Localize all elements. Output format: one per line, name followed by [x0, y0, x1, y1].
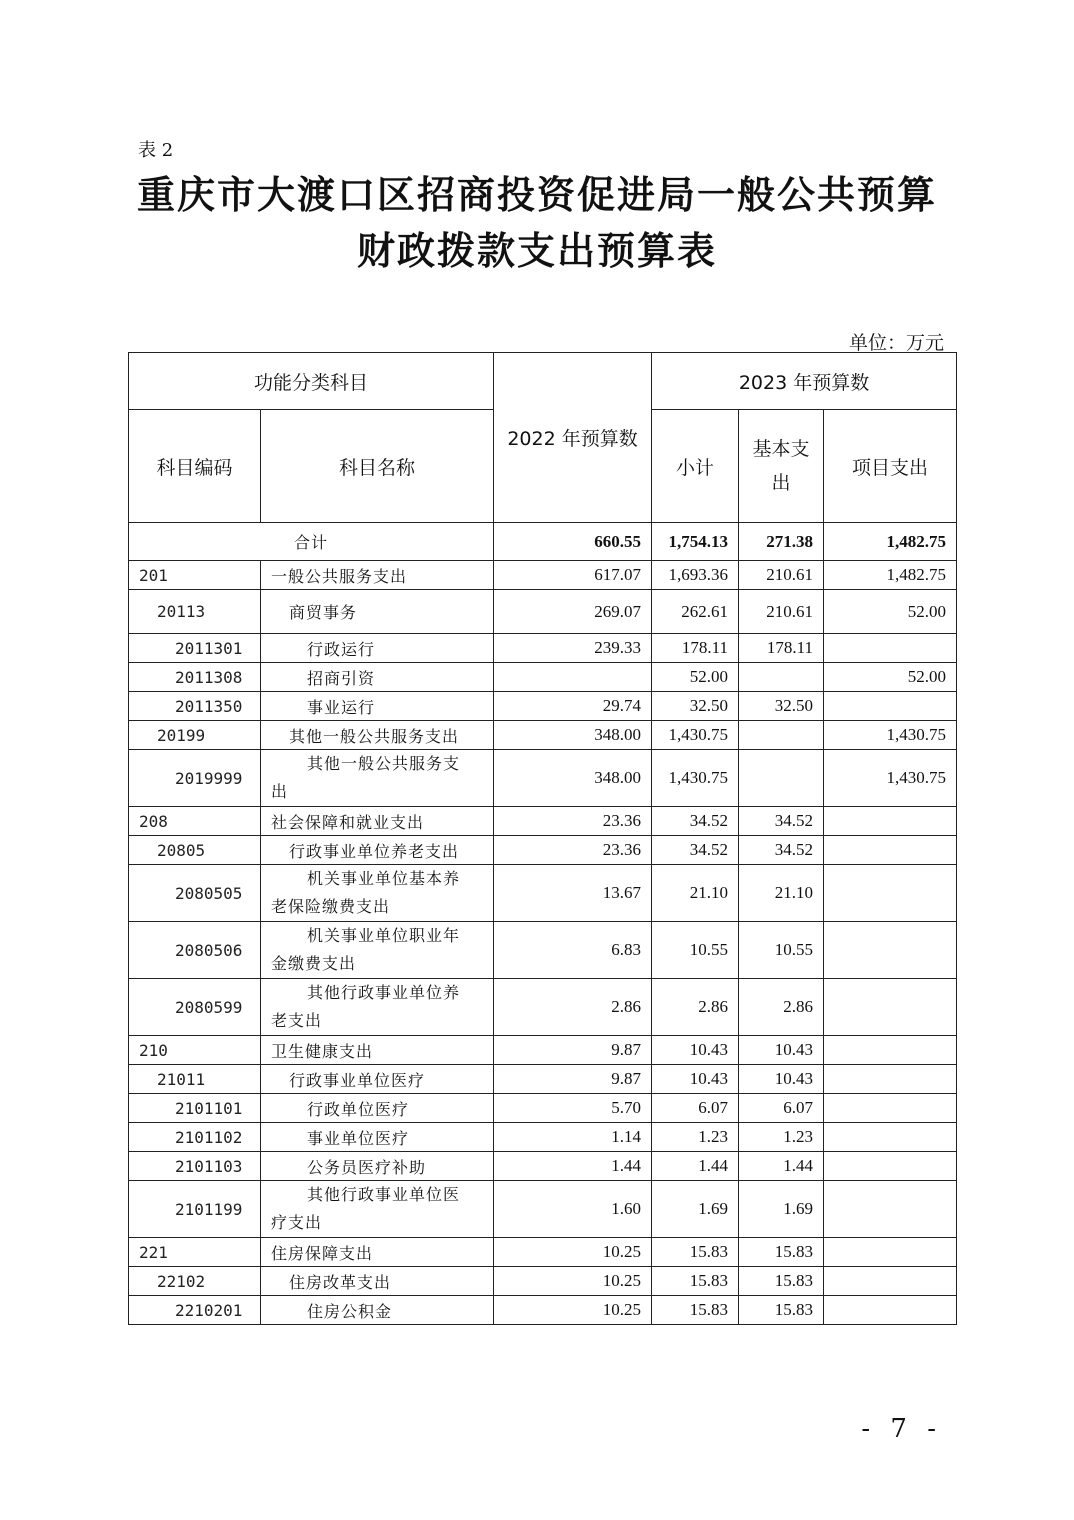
row-project — [824, 1181, 957, 1238]
table-row — [129, 561, 957, 590]
row-name: 住房改革支出 — [261, 1267, 494, 1296]
table-row — [129, 634, 957, 663]
table-row — [129, 1152, 957, 1181]
row-name-line1: 其他一般公共服务支 — [307, 754, 461, 773]
row-basic: 1.44 — [739, 1152, 824, 1181]
row-subtotal: 32.50 — [652, 692, 739, 721]
row-subtotal: 178.11 — [652, 634, 739, 663]
row-project — [824, 1065, 957, 1094]
unit-label: 单位：万元 — [848, 332, 944, 354]
row-subtotal: 1,430.75 — [652, 721, 739, 750]
row-name: 其他一般公共服务支出 — [261, 721, 494, 750]
row-2022: 5.70 — [494, 1094, 652, 1123]
row-project — [824, 1152, 957, 1181]
header-project: 项目支出 — [824, 410, 957, 523]
row-basic: 32.50 — [739, 692, 824, 721]
row-name: 行政运行 — [261, 634, 494, 663]
table-row — [129, 1181, 957, 1238]
row-project: 52.00 — [824, 663, 957, 692]
table-row — [129, 1238, 957, 1267]
row-name-line2: 出 — [271, 782, 289, 801]
row-code: 2080505 — [129, 865, 261, 922]
row-name: 招商引资 — [261, 663, 494, 692]
row-2022: 29.74 — [494, 692, 652, 721]
row-name-line2: 金缴费支出 — [271, 954, 357, 973]
row-code: 2080599 — [129, 979, 261, 1036]
row-subtotal: 1,693.36 — [652, 561, 739, 590]
row-name-line2: 疗支出 — [271, 1213, 323, 1232]
row-project — [824, 1267, 957, 1296]
table-row — [129, 1036, 957, 1065]
row-subtotal: 10.55 — [652, 922, 739, 979]
row-2022: 23.36 — [494, 807, 652, 836]
table-row — [129, 663, 957, 692]
row-name — [261, 750, 494, 807]
row-name-line1: 机关事业单位职业年 — [307, 926, 461, 945]
row-basic: 178.11 — [739, 634, 824, 663]
header-functional: 功能分类科目 — [129, 353, 494, 410]
row-name-line1: 其他行政事业单位养 — [307, 983, 461, 1002]
row-basic — [739, 721, 824, 750]
row-name: 商贸事务 — [261, 590, 494, 634]
row-subtotal: 15.83 — [652, 1238, 739, 1267]
row-2022: 1.44 — [494, 1152, 652, 1181]
row-name: 卫生健康支出 — [261, 1036, 494, 1065]
row-code: 221 — [129, 1238, 261, 1267]
row-subtotal: 10.43 — [652, 1036, 739, 1065]
row-subtotal: 1,430.75 — [652, 750, 739, 807]
total-basic: 271.38 — [739, 523, 824, 561]
total-label: 合计 — [129, 523, 494, 561]
table-row — [129, 1065, 957, 1094]
row-basic: 15.83 — [739, 1296, 824, 1325]
row-basic: 21.10 — [739, 865, 824, 922]
row-name: 住房公积金 — [261, 1296, 494, 1325]
row-2022: 1.14 — [494, 1123, 652, 1152]
row-project: 52.00 — [824, 590, 957, 634]
row-2022: 617.07 — [494, 561, 652, 590]
row-subtotal: 1.69 — [652, 1181, 739, 1238]
row-code: 2101102 — [129, 1123, 261, 1152]
table-row — [129, 1267, 957, 1296]
header-subtotal: 小计 — [652, 410, 739, 523]
row-2022: 9.87 — [494, 1065, 652, 1094]
row-2022: 6.83 — [494, 922, 652, 979]
table-row — [129, 922, 957, 979]
header-basic — [739, 410, 824, 523]
row-project — [824, 1094, 957, 1123]
row-code: 20199 — [129, 721, 261, 750]
row-name — [261, 922, 494, 979]
row-project — [824, 1296, 957, 1325]
row-2022: 348.00 — [494, 721, 652, 750]
row-name-line1: 其他行政事业单位医 — [307, 1185, 461, 1204]
row-project: 1,482.75 — [824, 561, 957, 590]
row-basic — [739, 750, 824, 807]
header-2022: 2022 年预算数 — [494, 353, 652, 523]
row-project — [824, 836, 957, 865]
row-subtotal: 34.52 — [652, 807, 739, 836]
row-code: 2101103 — [129, 1152, 261, 1181]
row-subtotal: 15.83 — [652, 1296, 739, 1325]
row-basic: 34.52 — [739, 807, 824, 836]
row-project — [824, 1238, 957, 1267]
budget-table — [128, 352, 957, 1325]
row-subtotal: 262.61 — [652, 590, 739, 634]
row-name: 一般公共服务支出 — [261, 561, 494, 590]
row-name: 事业运行 — [261, 692, 494, 721]
row-code: 2101101 — [129, 1094, 261, 1123]
table-row — [129, 979, 957, 1036]
header-basic-line1: 基本支 — [752, 438, 810, 460]
row-2022: 2.86 — [494, 979, 652, 1036]
row-subtotal: 1.23 — [652, 1123, 739, 1152]
row-project — [824, 807, 957, 836]
row-subtotal: 21.10 — [652, 865, 739, 922]
table-label: 表 2 — [138, 140, 174, 161]
total-project: 1,482.75 — [824, 523, 957, 561]
table-row — [129, 836, 957, 865]
row-project — [824, 1036, 957, 1065]
row-project: 1,430.75 — [824, 750, 957, 807]
row-name — [261, 979, 494, 1036]
row-code: 2011308 — [129, 663, 261, 692]
row-code: 22102 — [129, 1267, 261, 1296]
table-row — [129, 1123, 957, 1152]
row-subtotal: 15.83 — [652, 1267, 739, 1296]
row-basic: 15.83 — [739, 1238, 824, 1267]
row-name-line1: 机关事业单位基本养 — [307, 869, 461, 888]
page-number: - 7 - — [861, 1414, 942, 1444]
row-name — [261, 1181, 494, 1238]
row-project — [824, 979, 957, 1036]
row-project — [824, 1123, 957, 1152]
row-code: 210 — [129, 1036, 261, 1065]
table-row — [129, 865, 957, 922]
row-project — [824, 865, 957, 922]
header-basic-line2: 出 — [771, 472, 791, 494]
row-basic: 10.55 — [739, 922, 824, 979]
row-name: 行政事业单位医疗 — [261, 1065, 494, 1094]
row-name: 事业单位医疗 — [261, 1123, 494, 1152]
row-basic: 1.23 — [739, 1123, 824, 1152]
row-name — [261, 865, 494, 922]
page-title-line1: 重庆市大渡口区招商投资促进局一般公共预算 — [136, 172, 937, 217]
row-name: 社会保障和就业支出 — [261, 807, 494, 836]
row-name: 行政单位医疗 — [261, 1094, 494, 1123]
row-basic: 15.83 — [739, 1267, 824, 1296]
row-name: 住房保障支出 — [261, 1238, 494, 1267]
row-code: 2011301 — [129, 634, 261, 663]
row-2022: 10.25 — [494, 1238, 652, 1267]
row-code: 208 — [129, 807, 261, 836]
row-2022: 10.25 — [494, 1296, 652, 1325]
row-2022: 348.00 — [494, 750, 652, 807]
table-row — [129, 1296, 957, 1325]
row-subtotal: 34.52 — [652, 836, 739, 865]
row-subtotal: 52.00 — [652, 663, 739, 692]
row-name-line2: 老保险缴费支出 — [271, 897, 391, 916]
table-row — [129, 750, 957, 807]
row-2022: 1.60 — [494, 1181, 652, 1238]
row-project: 1,430.75 — [824, 721, 957, 750]
row-name: 公务员医疗补助 — [261, 1152, 494, 1181]
row-basic: 1.69 — [739, 1181, 824, 1238]
row-2022 — [494, 663, 652, 692]
row-basic: 210.61 — [739, 590, 824, 634]
table-row — [129, 590, 957, 634]
row-basic — [739, 663, 824, 692]
row-name: 行政事业单位养老支出 — [261, 836, 494, 865]
row-code: 2101199 — [129, 1181, 261, 1238]
row-code: 2080506 — [129, 922, 261, 979]
row-2022: 269.07 — [494, 590, 652, 634]
row-basic: 210.61 — [739, 561, 824, 590]
row-name-line2: 老支出 — [271, 1011, 323, 1030]
total-row — [129, 523, 957, 561]
row-basic: 34.52 — [739, 836, 824, 865]
row-project — [824, 692, 957, 721]
total-2022: 660.55 — [494, 523, 652, 561]
row-basic: 2.86 — [739, 979, 824, 1036]
row-basic: 10.43 — [739, 1036, 824, 1065]
row-code: 20805 — [129, 836, 261, 865]
header-name: 科目名称 — [261, 410, 494, 523]
table-row — [129, 721, 957, 750]
row-code: 20113 — [129, 590, 261, 634]
table-row — [129, 692, 957, 721]
header-code: 科目编码 — [129, 410, 261, 523]
row-subtotal: 6.07 — [652, 1094, 739, 1123]
row-basic: 6.07 — [739, 1094, 824, 1123]
total-subtotal: 1,754.13 — [652, 523, 739, 561]
row-2022: 10.25 — [494, 1267, 652, 1296]
header-2023: 2023 年预算数 — [652, 353, 957, 410]
row-basic: 10.43 — [739, 1065, 824, 1094]
row-project — [824, 634, 957, 663]
row-code: 2019999 — [129, 750, 261, 807]
row-subtotal: 1.44 — [652, 1152, 739, 1181]
row-code: 201 — [129, 561, 261, 590]
row-code: 2210201 — [129, 1296, 261, 1325]
row-project — [824, 922, 957, 979]
table-row — [129, 807, 957, 836]
page-title-line2: 财政拨款支出预算表 — [356, 228, 717, 273]
row-code: 21011 — [129, 1065, 261, 1094]
row-2022: 9.87 — [494, 1036, 652, 1065]
row-subtotal: 10.43 — [652, 1065, 739, 1094]
table-row — [129, 1094, 957, 1123]
row-2022: 239.33 — [494, 634, 652, 663]
row-2022: 23.36 — [494, 836, 652, 865]
row-2022: 13.67 — [494, 865, 652, 922]
row-code: 2011350 — [129, 692, 261, 721]
row-subtotal: 2.86 — [652, 979, 739, 1036]
